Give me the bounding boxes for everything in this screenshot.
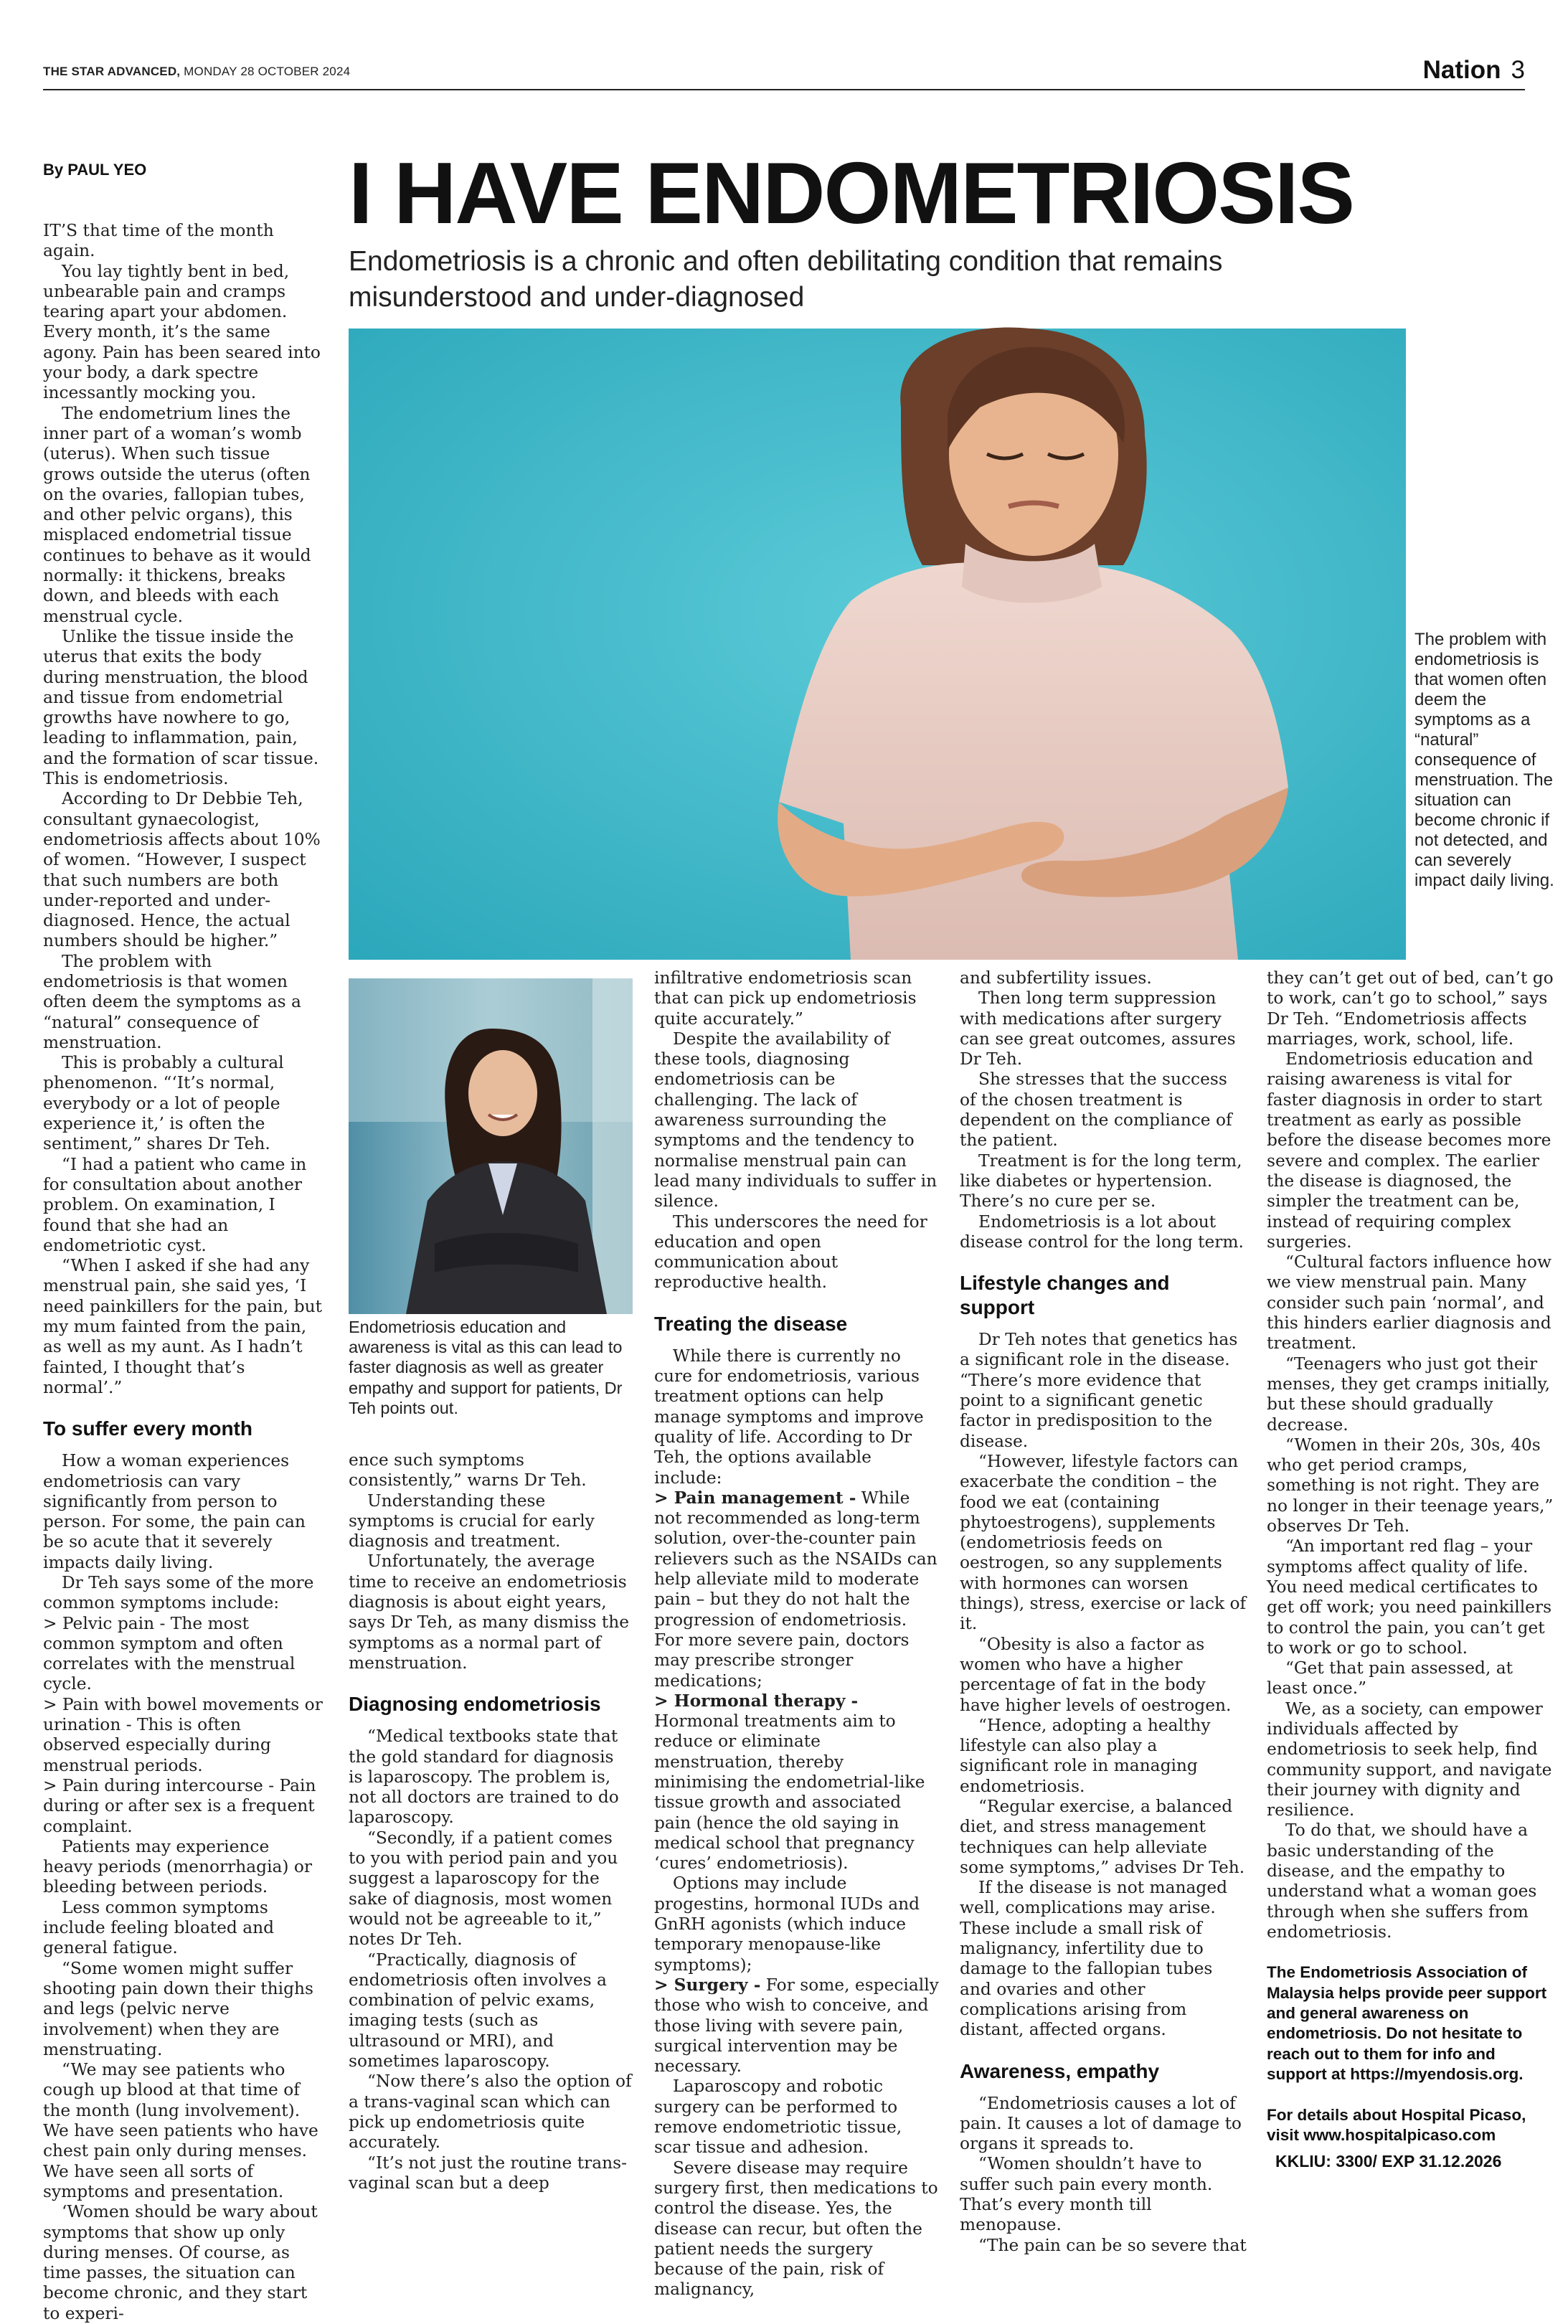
section-heading-suffer: To suffer every month (43, 1417, 252, 1440)
paragraph: “Hence, adopting a healthy lifestyle can also play a significant role in managing endometriosis. (960, 1715, 1211, 1796)
paragraph: This is probably a cultural phenomenon. “‘It’s normal, everybody or a lot of people experience it,’ is often the sentiment,” shares Dr Teh. (43, 1053, 284, 1154)
paragraph: Options may include progestins, hormonal IUDs and GnRH agonists (which induce temporary menopause-like symptoms); (654, 1874, 920, 1975)
paragraph: “Obesity is also a factor as women who have a higher percentage of fat in the body have higher levels of oestrogen. (960, 1634, 1232, 1715)
section-label (1423, 56, 1525, 85)
paragraph: Then long term suppression with medications after surgery can see great outcomes, assures Dr Teh. (960, 988, 1236, 1069)
section-heading-treating: Treating the disease (654, 1312, 848, 1335)
hero-photo-woman-in-pain (349, 329, 1406, 960)
paragraph: “Medical textbooks state that the gold standard for diagnosis is laparoscopy. The problem is, not all doctors are trained to do laparoscopy. (349, 1727, 619, 1828)
paragraph: “Endometriosis causes a lot of pain. It causes a lot of damage to organs it spreads to. (960, 2093, 1242, 2154)
treatment-text: For some, especially those who wish to conceive, and those living with severe pain, surgical intervention may be necessary. (654, 1975, 939, 2077)
issue-date: MONDAY 28 OCTOBER 2024 (184, 65, 351, 78)
section-heading-awareness: Awareness, empathy (960, 2059, 1160, 2082)
publication-name: THE STAR ADVANCED, (43, 65, 181, 78)
paragraph: Understanding these symptoms is crucial for early diagnosis and treatment. (349, 1491, 595, 1551)
paragraph: “Practically, diagnosis of endometriosis often involves a combination of pelvic exams, imaging tests (such as ultrasound or MRI), and sometimes laparoscopy. (349, 1950, 607, 2072)
doctor-photo-caption: Endometriosis education and awareness is vital as this can lead to faster diagnosis as well as greater empathy and support for patients, Dr Teh points out. (349, 1318, 623, 1417)
masthead-dateline (43, 65, 350, 79)
paragraph: Dr Teh notes that genetics has a significant role in the disease. “There’s more evidence that point to a significant genetic factor in predisposition to the disease. (960, 1330, 1238, 1451)
paragraph: How a woman experiences endometriosis can vary significantly from person to person. For some, the pain can be so acute that it severely impacts daily living. (43, 1451, 306, 1572)
paragraph: “Now there’s also the option of a trans-vaginal scan which can pick up endometriosis quite accurately. (349, 2072, 632, 2153)
paragraph: Less common symptoms include feeling bloated and general fatigue. (43, 1897, 275, 1958)
article-column-5 (1267, 968, 1554, 2146)
paragraph: Unlike the tissue inside the uterus that exits the body during menstruation, the blood and tissue from endometrial growths have nowhere to go, leading to inflammation, pain, and the formation of scar tissue. This is endometriosis. (43, 626, 319, 789)
headline: I HAVE ENDOMETRIOSIS (349, 144, 1354, 242)
paragraph: Despite the availability of these tools, diagnosing endometriosis can be challenging. The lack of awareness surrounding the symptoms and the tendency to normalise menstrual pain can lead many individuals to suffer in silence. (654, 1029, 938, 1211)
paragraph: According to Dr Debbie Teh, consultant gynaecologist, endometriosis affects about 10% of women. “However, I suspect that such numbers are both under-reported and under-diagnosed. Hence, the actual numbers should be higher.” (43, 789, 321, 951)
hero-caption: The problem with endometriosis is that women often deem the symptoms as a “natural” consequence of menstruation. The situation can become chronic if not detected, and can severely impact daily living. (1414, 630, 1554, 890)
treatment-label: > Surgery - (654, 1975, 761, 1995)
paragraph: “Teenagers who just got their menses, they get cramps initially, but these should gradually decrease. (1267, 1354, 1551, 1435)
treatment-label: > Hormonal therapy - (654, 1691, 859, 1711)
paragraph: The endometrium lines the inner part of a woman’s womb (uterus). When such tissue grows outside the uterus (often on the ovaries, fallopian tubes, and other pelvic organs), this misplaced endometrial tissue continues to behave as it would normally: it thickens, breaks down, and bleeds with each menstrual cycle. (43, 403, 311, 626)
paragraph: Laparoscopy and robotic surgery can be performed to remove endometriotic tissue, scar tissue and adhesion. (654, 2077, 902, 2158)
symptom-item: > Pain with bowel movements or urination - This is often observed especially during menstrual periods. (43, 1694, 323, 1775)
paragraph: Endometriosis education and raising awareness is vital for faster diagnosis in order to start treatment as early as possible before the disease becomes more severe and complex. The earlier the disease is diagnosed, the simpler the treatment can be, instead of requiring complex surgeries. (1267, 1049, 1552, 1252)
paragraph: “Women in their 20s, 30s, 40s who get period cramps, something is not right. They are no longer in their teenage years,” observes Dr Teh. (1267, 1435, 1554, 1536)
paragraph: To do that, we should have a basic understanding of the disease, and the empathy to understand what a woman goes through when she suffers from endometriosis. (1267, 1820, 1537, 1942)
paragraph: “We may see patients who cough up blood at that time of the month (lung involvement). We have seen patients who have chest pain only during menses. We have seen all sorts of symptoms and presentation. (43, 2060, 318, 2201)
treatment-item-hormonal (654, 1691, 940, 1874)
paragraph: ‘Women should be wary about symptoms that show up only during menses. Of course, as time passes, the situation can become chronic, and they start to experi- (43, 2202, 318, 2323)
treatment-label: > Pain management - (654, 1488, 856, 1508)
paragraph: “When I asked if she had any menstrual pain, she said yes, ‘I need painkillers for the pain, but my mum fainted from the pain, as well as my aunt. As I hadn’t fainted, I thought that’s normal’.” (43, 1256, 323, 1397)
paragraph: “An important red flag – your symptoms affect quality of life. You need medical certificates to get off work; you need painkillers to control the pain, you can’t get to work or go to school. (1267, 1536, 1552, 1658)
paragraph: Severe disease may require surgery first, then medications to control the disease. Yes, the disease can recur, but often the patient needs the surgery because of the pain, risk of malignancy, (654, 2158, 938, 2300)
paragraph: they can’t get out of bed, can’t go to work, can’t go to school,” says Dr Teh. “Endometriosis affects marriages, work, school, life. (1267, 968, 1554, 1049)
paragraph: The problem with endometriosis is that women often deem the symptoms as a “natural” consequence of menstruation. (43, 951, 301, 1052)
treatment-item-surgery (654, 1975, 940, 2077)
paragraph: “Regular exercise, a balanced diet, and stress management techniques can help alleviate some symptoms,” advises Dr Teh. (960, 1796, 1245, 1877)
paragraph: “However, lifestyle factors can exacerbate the condition – the food we eat (containing phytoestrogens), supplements (endometriosis feeds on oestrogen, so any supplements with hormones can worsen things), stress, exercise or lack of it. (960, 1451, 1247, 1634)
paragraph: This underscores the need for education and open communication about reproductive health. (654, 1211, 927, 1293)
paragraph: Dr Teh says some of the more common symptoms include: (43, 1573, 314, 1613)
doctor-portrait-photo (349, 978, 633, 1314)
association-note: The Endometriosis Association of Malaysia helps provide peer support and general awareness on endometriosis. Do not hesitate to reach out to them for info and support at https://myendosis.org. (1267, 1963, 1547, 2084)
masthead (43, 56, 1525, 90)
paragraph: IT’S that time of the month again. (43, 221, 274, 261)
paragraph: “Some women might suffer shooting pain down their thighs and legs (pelvic nerve involvement) when they are menstruating. (43, 1958, 313, 2059)
paragraph: “It’s not just the routine trans-vaginal scan but a deep (349, 2153, 627, 2193)
section-heading-diagnosing: Diagnosing endometriosis (349, 1693, 601, 1716)
page-number: 3 (1511, 56, 1525, 84)
paragraph: She stresses that the success of the chosen treatment is dependent on the compliance of the patient. (960, 1069, 1232, 1151)
symptom-item: > Pelvic pain - The most common symptom and often correlates with the menstrual cycle. (43, 1613, 296, 1694)
treatment-item-pain (654, 1488, 940, 1691)
doctor-portrait-illustration (349, 978, 633, 1314)
paragraph: “I had a patient who came in for consultation about another problem. On examination, I found that she had an endometriotic cyst. (43, 1154, 307, 1255)
paragraph: You lay tightly bent in bed, unbearable pain and cramps tearing apart your abdomen. Every month, it’s the same agony. Pain has been seared into your body, a dark spectre incessantly mocking you. (43, 261, 321, 403)
paragraph: “Cultural factors influence how we view menstrual pain. Many consider such pain ‘normal’, and this hinders earlier diagnosis and treatment. (1267, 1252, 1552, 1354)
paragraph: Patients may experience heavy periods (menorrhagia) or bleeding between periods. (43, 1836, 313, 1897)
paragraph: Treatment is for the long term, like diabetes or hypertension. There’s no cure per se. (960, 1151, 1242, 1211)
paragraph: “Get that pain assessed, at least once.” (1267, 1658, 1513, 1699)
hospital-details: For details about Hospital Picaso, visit www.hospitalpicaso.com (1267, 2105, 1526, 2145)
byline: By PAUL YEO (43, 161, 147, 179)
paragraph: While there is currently no cure for endometriosis, various treatment options can help manage symptoms and improve quality of life. According to Dr Teh, the options available include: (654, 1346, 924, 1488)
paragraph: Endometriosis is a lot about disease control for the long term. (960, 1211, 1244, 1252)
article-column-3 (654, 968, 940, 2300)
subheadline: Endometriosis is a chronic and often debilitating condition that remains misunderstood and under-diagnosed (349, 246, 1223, 313)
paragraph: “Secondly, if a patient comes to you with period pain and you suggest a laparoscopy for the sake of diagnosis, most women would not be agreeable to it,” notes Dr Teh. (349, 1828, 618, 1950)
hero-illustration (349, 329, 1406, 960)
paragraph: “Women shouldn’t have to suffer such pain every month. That’s every month till menopause. (960, 2154, 1213, 2235)
treatment-text: Hormonal treatments aim to reduce or eliminate menstruation, thereby minimising the endometrial-like tissue growth and associated pain (hence the old saying in medical school that pregnancy ‘cures’ endometriosis). (654, 1711, 925, 1874)
paragraph: infiltrative endometriosis scan that can pick up endometriosis quite accurately.” (654, 968, 917, 1029)
paragraph: We, as a society, can empower individuals affected by endometriosis to seek help, find community support, and navigate their journey with dignity and resilience. (1267, 1699, 1552, 1820)
paragraph: If the disease is not managed well, complications may arise. These include a small risk of malignancy, infertility due to damage to the fallopian tubes and ovaries and other complications arising from distant, affected organs. (960, 1878, 1228, 2040)
kkliu-license: KKLIU: 3300/ EXP 31.12.2026 (1275, 2152, 1502, 2171)
treatment-text: While not recommended as long-term solution, over-the-counter pain relievers such as the NSAIDs can help alleviate mild to moderate pain – but they do not halt the progression of endometriosis. For more severe pain, doctors may prescribe stronger medications; (654, 1488, 938, 1691)
article-column-1 (43, 221, 323, 2324)
article-column-4 (960, 968, 1247, 2256)
section-name: Nation (1422, 56, 1501, 84)
article-column-2 (349, 1450, 632, 2193)
section-heading-lifestyle: Lifestyle changes and support (960, 1272, 1170, 1319)
paragraph: “The pain can be so severe that (978, 2235, 1247, 2255)
symptom-item: > Pain during intercourse - Pain during or after sex is a frequent complaint. (43, 1775, 316, 1836)
paragraph: and subfertility issues. (960, 968, 1152, 988)
paragraph: Unfortunately, the average time to receive an endometriosis diagnosis is about eight years, says Dr Teh, as many dismiss the symptoms as a normal part of menstruation. (349, 1551, 630, 1673)
paragraph: ence such symptoms consistently,” warns Dr Teh. (349, 1450, 587, 1491)
